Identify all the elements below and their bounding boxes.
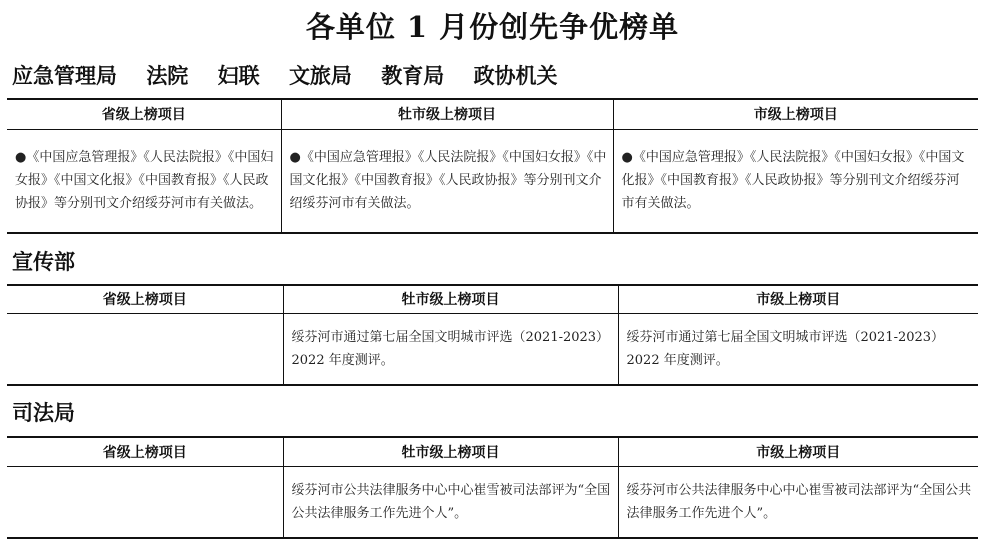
section-1-table	[7, 98, 978, 234]
unit-cppcc: 政协机关	[473, 63, 558, 88]
col-provincial: 省级上榜项目	[7, 99, 281, 129]
section-heading-units	[12, 60, 580, 90]
unit-emergency: 应急管理局	[12, 63, 117, 88]
unit-women-federation: 妇联	[217, 63, 260, 88]
cell-provincial	[7, 466, 283, 538]
col-mudanjiang: 牡市级上榜项目	[281, 99, 613, 129]
cell-city: 绥芬河市公共法律服务中心中心崔雪被司法部评为“全国公共法律服务工作先进个人”。	[618, 466, 978, 538]
cell-provincial	[7, 313, 283, 385]
unit-court: 法院	[146, 63, 189, 88]
cell-mudanjiang: 绥芬河市通过第七届全国文明城市评选（2021-2023）2022 年度测评。	[283, 313, 618, 385]
cell-mudanjiang: 绥芬河市公共法律服务中心中心崔雪被司法部评为“全国公共法律服务工作先进个人”。	[283, 466, 618, 538]
col-city: 市级上榜项目	[613, 99, 978, 129]
unit-education: 教育局	[381, 63, 445, 88]
col-mudanjiang: 牡市级上榜项目	[283, 285, 618, 313]
section-3-table	[7, 436, 978, 539]
unit-culture-tourism: 文旅局	[288, 63, 352, 88]
section-heading-publicity: 宣传部	[12, 249, 75, 274]
cell-city: 绥芬河市通过第七届全国文明城市评选（2021-2023）2022 年度测评。	[618, 313, 978, 385]
cell-mudanjiang: ●《中国应急管理报》《人民法院报》《中国妇女报》《中国文化报》《中国教育报》《人民政协报》等分别刊文介绍绥芬河市有关做法。	[281, 129, 613, 233]
col-city: 市级上榜项目	[618, 285, 978, 313]
section-heading-justice: 司法局	[12, 400, 75, 425]
col-provincial: 省级上榜项目	[7, 437, 283, 466]
col-provincial: 省级上榜项目	[7, 285, 283, 313]
cell-city: ●《中国应急管理报》《人民法院报》《中国妇女报》《中国文化报》《中国教育报》《人民政协报》等分别刊文介绍绥芬河市有关做法。	[613, 129, 978, 233]
col-city: 市级上榜项目	[618, 437, 978, 466]
page-title: 各单位 1 月份创先争优榜单	[305, 10, 680, 44]
cell-provincial: ●《中国应急管理报》《人民法院报》《中国妇女报》《中国文化报》《中国教育报》《人民政协报》等分别刊文介绍绥芬河市有关做法。	[7, 129, 281, 233]
section-2-table	[7, 284, 978, 386]
col-mudanjiang: 牡市级上榜项目	[283, 437, 618, 466]
